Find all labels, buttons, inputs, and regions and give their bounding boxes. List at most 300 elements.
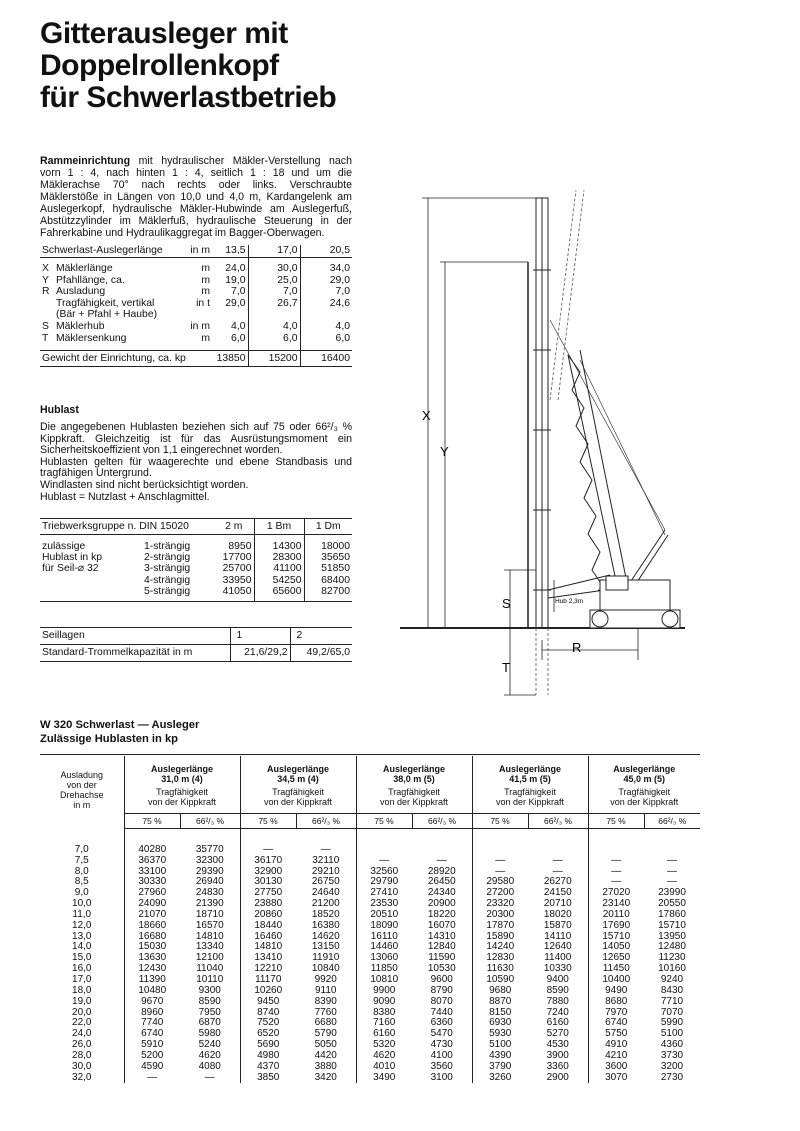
load-row-value: 5690 — [240, 1040, 296, 1051]
load-row-value: 8390 — [314, 995, 337, 1007]
load-row-value: 16110 — [356, 932, 412, 943]
group-header-5 — [588, 756, 700, 807]
spec-weight-v1: 13850 — [216, 352, 246, 364]
load-row-value: — — [588, 856, 644, 867]
load-row-value: 13630 — [124, 953, 180, 964]
spec-row-label: Mäklerhub — [56, 320, 105, 332]
load-row-value: 5750 — [588, 1029, 644, 1040]
load-row-value: 16570 — [195, 919, 224, 931]
load-row-value: 9300 — [198, 984, 221, 996]
load-row-value: 17690 — [588, 921, 644, 932]
spec-header-label: Schwerlast-Auslegerlänge — [40, 245, 172, 257]
spec-row-key: R — [42, 286, 50, 297]
load-row-value: — — [472, 867, 528, 878]
pct-4a: 75 % — [472, 813, 528, 829]
pct-2a: 75 % — [240, 813, 296, 829]
load-row-value: 6870 — [198, 1017, 221, 1029]
load-row-value: 3900 — [546, 1049, 569, 1061]
pct-5b: 66²/₃ % — [644, 813, 700, 829]
triebwerk-v2: 65600 — [254, 586, 304, 597]
load-row-value: 7760 — [314, 1006, 337, 1018]
load-row-radius: 14,0 — [72, 941, 92, 953]
load-row-value: 16070 — [427, 919, 456, 931]
group-header-3 — [356, 756, 472, 807]
load-row-value: 17870 — [472, 921, 528, 932]
tragf-5b: von der Kippkraft — [610, 797, 679, 807]
load-row-value: 23990 — [658, 887, 686, 899]
load-row-value: 5270 — [546, 1028, 569, 1040]
load-row-value: 16680 — [124, 932, 180, 943]
group-length-1: 31,0 m (4) — [161, 774, 203, 784]
load-row-value: 30330 — [124, 877, 180, 888]
load-row — [40, 921, 700, 932]
load-row-value: 8070 — [430, 995, 453, 1007]
load-row-value: 4910 — [588, 1040, 644, 1051]
triebwerk-header — [40, 519, 352, 535]
load-row — [40, 1073, 700, 1084]
title-line-2: Doppelrollenkopf — [40, 49, 279, 82]
load-row-value: — — [472, 856, 528, 867]
label-hub: Hub 2,3m — [555, 598, 584, 605]
load-table-heading-2: Zulässige Hublasten in kp — [40, 733, 179, 745]
spec-row-label: (Bär + Pfahl + Haube) — [56, 309, 158, 320]
load-row-value: 5240 — [198, 1039, 221, 1051]
trommel-row — [40, 645, 352, 662]
load-row-radius: 16,0 — [72, 963, 92, 975]
load-row-value: 11400 — [544, 952, 572, 964]
load-row-value: 5470 — [430, 1028, 453, 1040]
load-row-value: 36370 — [124, 856, 180, 867]
spec-row-unit: m — [201, 274, 210, 286]
group-header-4 — [472, 756, 588, 807]
load-row-value: — — [667, 876, 677, 888]
load-row-value: 23530 — [356, 899, 412, 910]
triebwerk-row — [40, 552, 352, 563]
triebwerk-v1: 25700 — [222, 563, 252, 575]
load-row-value: — — [667, 865, 677, 877]
load-row-value: 24830 — [195, 887, 224, 899]
load-row-value: 8740 — [240, 1008, 296, 1019]
load-row-radius: 26,0 — [72, 1039, 92, 1051]
load-row-value: 21390 — [195, 898, 224, 910]
load-row-value: 4100 — [430, 1049, 453, 1061]
group-header-2 — [240, 756, 356, 807]
title-line-3: für Schwerlastbetrieb — [40, 81, 337, 114]
load-table — [40, 756, 700, 1083]
load-row-value: 8790 — [430, 984, 453, 996]
load-row-value: 21200 — [311, 898, 340, 910]
spec-header-v2: 17,0 — [248, 245, 300, 257]
intro-lead: Rammeinrichtung — [40, 155, 131, 167]
trommel-v1: 21,6/29,2 — [230, 645, 290, 662]
load-row-value: 3880 — [314, 1060, 337, 1072]
load-row-value: 14810 — [240, 942, 296, 953]
load-row-value: 8380 — [356, 1008, 412, 1019]
triebwerk-header-label: Triebwerksgruppe n. DIN 15020 — [40, 519, 214, 535]
spec-row-key — [40, 298, 54, 310]
triebwerk-left-label: Hublast in kp — [42, 552, 103, 564]
load-row — [40, 1029, 700, 1040]
load-row-value: 14110 — [544, 930, 572, 942]
load-row-value: 18020 — [543, 908, 572, 920]
tilted-mast-outline — [550, 190, 584, 400]
label-T: T — [502, 660, 510, 675]
load-row-value: 11450 — [588, 964, 644, 975]
triebwerk-left-label: zulässige — [42, 540, 86, 552]
seillagen-row — [40, 628, 352, 645]
load-row-value: 10260 — [240, 986, 296, 997]
pct-1a: 75 % — [124, 813, 180, 829]
spec-row-key — [40, 309, 54, 321]
load-row-value: 5990 — [660, 1017, 684, 1029]
triebwerk-row — [40, 541, 352, 552]
spec-row-label: Pfahllänge, ca. — [56, 274, 125, 286]
spec-row-v2: 4,0 — [248, 321, 300, 333]
spec-row-label: Tragfähigkeit, vertikal — [56, 297, 155, 309]
load-row-value: 10840 — [311, 963, 340, 975]
spec-row-v3 — [300, 309, 352, 321]
seillagen-v2: 2 — [290, 628, 352, 645]
load-row-value: 5100 — [660, 1028, 684, 1040]
load-row — [40, 1040, 700, 1051]
load-row-value: 7950 — [198, 1006, 221, 1018]
load-row-value: 6160 — [356, 1029, 412, 1040]
load-row-value: 3490 — [356, 1073, 412, 1084]
mast-extension-below — [536, 628, 548, 695]
label-X: X — [422, 408, 431, 423]
load-row-value: 4730 — [430, 1039, 453, 1051]
lattice-boom — [568, 350, 628, 590]
load-row-value: 11170 — [240, 975, 296, 986]
spec-row-key: S — [42, 320, 49, 332]
load-row-value: 23880 — [240, 899, 296, 910]
spec-row — [40, 309, 352, 321]
spec-row-key: Y — [42, 274, 49, 286]
load-row-value: 14050 — [588, 942, 644, 953]
load-row-value: 11590 — [428, 952, 456, 964]
spec-row-v3: 34,0 — [300, 263, 352, 275]
load-row — [40, 986, 700, 997]
spec-row-v1: 6,0 — [231, 332, 246, 344]
load-row — [40, 1008, 700, 1019]
load-row-value: 20710 — [543, 898, 572, 910]
load-row-value: 4620 — [356, 1051, 412, 1062]
load-row-value: 21070 — [124, 910, 180, 921]
group-title-1: Auslegerlänge — [150, 764, 214, 774]
load-row-radius: 24,0 — [72, 1028, 92, 1040]
group-header-1 — [124, 756, 240, 807]
load-row-radius: 12,0 — [72, 919, 92, 931]
seillagen-v1: 1 — [230, 628, 290, 645]
load-row-value: 5980 — [198, 1028, 221, 1040]
load-row-value: 32560 — [356, 867, 412, 878]
load-row-value: 27200 — [472, 888, 528, 899]
triebwerk-strang: 5-strängig — [144, 585, 191, 597]
load-row-value: 27750 — [240, 888, 296, 899]
load-row-value: 20300 — [472, 910, 528, 921]
load-row-value: 5050 — [314, 1039, 337, 1051]
triebwerk-row — [40, 563, 352, 574]
load-row-value: 16460 — [240, 932, 296, 943]
load-row-value: 13150 — [311, 941, 340, 953]
load-row-radius: 11,0 — [72, 908, 92, 920]
load-row-value: 13410 — [240, 953, 296, 964]
load-row-radius: 9,0 — [74, 887, 89, 899]
load-row-value: 24340 — [427, 887, 456, 899]
load-row-value: 6740 — [588, 1018, 644, 1029]
load-row-value: 10330 — [543, 963, 572, 975]
seillagen-label: Seillagen — [40, 628, 230, 645]
spec-row-key: T — [42, 332, 49, 344]
group-length-4: 41,5 m (5) — [509, 774, 551, 784]
load-row-value: 2730 — [660, 1071, 684, 1083]
triebwerk-header-1bm: 1 Bm — [254, 519, 304, 535]
load-row — [40, 856, 700, 867]
load-row-value: 15870 — [543, 919, 572, 931]
spec-row-v2: 26,7 — [248, 298, 300, 310]
load-row-value: 3420 — [314, 1071, 337, 1083]
load-row-value: 5910 — [124, 1040, 180, 1051]
group-length-5: 45,0 m (5) — [623, 774, 666, 784]
spec-row-v3: 24,6 — [300, 298, 352, 310]
spec-row-v1: 4,0 — [231, 320, 246, 332]
load-row-value: 9090 — [356, 997, 412, 1008]
load-row-value: — — [124, 1073, 180, 1084]
pct-row — [40, 813, 700, 829]
load-row-value: 32900 — [240, 867, 296, 878]
label-Y: Y — [440, 444, 449, 459]
load-row-value: 12830 — [472, 953, 528, 964]
load-row-value: — — [552, 865, 563, 877]
load-row-value: 4980 — [240, 1051, 296, 1062]
spec-row-v2: 7,0 — [248, 286, 300, 298]
load-row-value: — — [552, 854, 563, 866]
triebwerk-strang: 2-strängig — [144, 552, 191, 564]
load-row-value: — — [588, 867, 644, 878]
load-row-value: 20550 — [658, 898, 686, 910]
load-row-value: — — [320, 843, 331, 855]
spec-row-v3: 4,0 — [300, 321, 352, 333]
load-row-radius: 22,0 — [72, 1017, 92, 1029]
tragf-3b: von der Kippkraft — [379, 797, 449, 807]
triebwerk-header-2m: 2 m — [214, 519, 254, 535]
load-row-value: 28920 — [427, 865, 456, 877]
load-row-value: 3360 — [546, 1060, 569, 1072]
load-row-value: 12650 — [588, 953, 644, 964]
load-row-value: 12100 — [195, 952, 224, 964]
trommel-v2: 49,2/65,0 — [290, 645, 352, 662]
load-row-value: 6680 — [314, 1017, 337, 1029]
spec-row — [40, 275, 352, 287]
load-row-value: 11390 — [124, 975, 180, 986]
spec-row-v1 — [212, 309, 248, 321]
spec-row-v1: 7,0 — [231, 286, 246, 297]
load-row-value: 9490 — [588, 986, 644, 997]
spec-weight-v3: 16400 — [300, 350, 352, 367]
load-row-value: 14620 — [311, 930, 340, 942]
group-length-2: 34,5 m (4) — [277, 774, 319, 784]
load-row-value: 23320 — [472, 899, 528, 910]
load-row-value: 8590 — [198, 995, 221, 1007]
load-row-value: 23140 — [588, 899, 644, 910]
triebwerk-v2: 41100 — [254, 563, 304, 574]
load-row-value: 3850 — [240, 1073, 296, 1084]
spec-row-v2: 30,0 — [248, 263, 300, 275]
load-row-value: 14240 — [472, 942, 528, 953]
load-row-value: 36170 — [240, 856, 296, 867]
load-row — [40, 1062, 700, 1073]
load-row-value: — — [667, 854, 677, 866]
load-row-value: 6520 — [240, 1029, 296, 1040]
load-row-value: 29790 — [356, 877, 412, 888]
spec-table — [40, 245, 352, 367]
load-table-heading — [40, 718, 199, 746]
triebwerk-left-label — [40, 575, 142, 586]
load-row-value: 7520 — [240, 1018, 296, 1029]
triebwerk-header-1dm: 1 Dm — [304, 519, 352, 535]
table-top-rule — [40, 754, 700, 755]
load-row-value: 10590 — [472, 975, 528, 986]
spec-row-v2: 6,0 — [248, 333, 300, 345]
group-length-3: 38,0 m (5) — [393, 774, 435, 784]
hublast-line-4: Hublast = Nutzlast + Anschlagmittel. — [40, 490, 210, 503]
spec-row — [40, 333, 352, 345]
load-row-value: 8960 — [124, 1008, 180, 1019]
load-row-value: 12840 — [427, 941, 456, 953]
hublast-heading: Hublast — [40, 404, 79, 416]
load-row-value: 5930 — [472, 1029, 528, 1040]
load-row-value: 5320 — [356, 1040, 412, 1051]
group-title-4: Auslegerlänge — [498, 764, 562, 774]
load-row-value: 12210 — [240, 964, 296, 975]
pile-driver-diagram — [400, 150, 700, 710]
load-row-value: — — [436, 854, 447, 866]
load-row-value: 2900 — [546, 1071, 569, 1083]
load-row-value: 20510 — [356, 910, 412, 921]
spec-row-label: Mäklersenkung — [56, 332, 127, 344]
load-row-value: 13950 — [658, 930, 686, 942]
excavator-body — [590, 576, 680, 628]
load-row-value: 11630 — [472, 964, 528, 975]
load-row-radius: 32,0 — [72, 1071, 92, 1083]
group-title-5: Auslegerlänge — [613, 764, 676, 774]
load-row-value: 9400 — [546, 973, 569, 985]
load-row-value: 10480 — [124, 986, 180, 997]
load-row-value: 15030 — [124, 942, 180, 953]
spec-header-v3: 20,5 — [300, 245, 352, 257]
load-row-value: 9920 — [314, 973, 337, 985]
load-row-value: 26940 — [195, 876, 224, 888]
spec-row-unit: m — [201, 263, 210, 274]
load-row-value: 7440 — [430, 1006, 453, 1018]
load-row-value: 18440 — [240, 921, 296, 932]
load-row-value: 14310 — [427, 930, 456, 942]
load-row-value: 3790 — [472, 1062, 528, 1073]
triebwerk-left-label: für Seil-⌀ 32 — [42, 563, 99, 575]
load-row-radius: 28,0 — [72, 1049, 92, 1061]
load-row-radius: 18,0 — [72, 984, 92, 996]
load-row-value: 6740 — [124, 1029, 180, 1040]
triebwerk-v2: 54250 — [254, 575, 304, 586]
triebwerk-strang: 4-strängig — [144, 574, 191, 586]
load-row-radius: 17,0 — [72, 973, 92, 985]
title-line-1: Gitterausleger mit — [40, 17, 288, 50]
load-row-value: 4360 — [660, 1039, 684, 1051]
load-row-value: 29580 — [472, 877, 528, 888]
spec-row-unit: in t — [196, 297, 210, 309]
load-row-value: 29210 — [311, 865, 340, 877]
load-row-value: 6360 — [430, 1017, 453, 1029]
seillagen-table — [40, 627, 352, 662]
first-header-line-1: Ausladung — [60, 770, 104, 780]
triebwerk-v3: 18000 — [304, 541, 352, 552]
load-row-value: 10530 — [427, 963, 456, 975]
load-row-value: 11230 — [658, 952, 686, 964]
load-row-value: 6930 — [472, 1018, 528, 1029]
load-row-value: 7880 — [546, 995, 569, 1007]
load-row-value: 32300 — [195, 854, 224, 866]
triebwerk-v2: 14300 — [254, 541, 304, 552]
group-title-2: Auslegerlänge — [266, 764, 330, 774]
spec-row-v2 — [248, 309, 300, 321]
load-row-value: 4010 — [356, 1062, 412, 1073]
load-row-value: 27410 — [356, 888, 412, 899]
label-R: R — [572, 640, 582, 655]
load-row-value: 29390 — [195, 865, 224, 877]
load-row-value: 14460 — [356, 942, 412, 953]
triebwerk-left-label — [40, 586, 142, 597]
load-row-value: 7240 — [546, 1006, 569, 1018]
load-row-value: 12430 — [124, 964, 180, 975]
first-header-line-3: Drehachse — [59, 790, 104, 800]
load-row-value: 3560 — [430, 1060, 453, 1072]
load-row-value: 7710 — [660, 995, 684, 1007]
load-row-value: 9110 — [314, 984, 337, 996]
load-row-value: 8680 — [588, 997, 644, 1008]
spec-header-row — [40, 245, 352, 257]
load-row-value: 16380 — [311, 919, 340, 931]
load-row-value: 27020 — [588, 888, 644, 899]
spec-row-unit: m — [201, 286, 210, 297]
load-row-value: 15710 — [658, 919, 686, 931]
hublast-text — [40, 422, 352, 503]
triebwerk-v3: 51850 — [304, 563, 352, 574]
spec-row-v3: 7,0 — [300, 286, 352, 298]
spec-row-label: Mäklerlänge — [56, 263, 113, 274]
load-row-value: 4530 — [546, 1039, 569, 1051]
load-row-value: 9600 — [430, 973, 453, 985]
pct-2b: 66²/₃ % — [296, 813, 356, 829]
tragf-1b: von der Kippkraft — [147, 797, 217, 807]
tragf-3a: Tragfähigkeit — [388, 787, 440, 797]
load-row-value: 11850 — [356, 964, 412, 975]
spec-row-unit: in m — [190, 320, 210, 332]
triebwerk-v1: 17700 — [222, 552, 252, 564]
load-row-value: 8430 — [660, 984, 684, 996]
spec-weight-v2: 15200 — [248, 350, 300, 367]
load-row-value: 12640 — [543, 941, 572, 953]
load-row-value: 18660 — [124, 921, 180, 932]
load-row-value: 4390 — [472, 1051, 528, 1062]
tragf-1a: Tragfähigkeit — [156, 787, 208, 797]
load-row-value: 5790 — [314, 1028, 337, 1040]
load-row-value: 9240 — [660, 973, 684, 985]
load-table-header — [40, 756, 700, 807]
leader-mast — [533, 198, 551, 628]
triebwerk-row — [40, 575, 352, 586]
triebwerk-v3: 35650 — [304, 552, 352, 563]
load-row-value: 10400 — [588, 975, 644, 986]
